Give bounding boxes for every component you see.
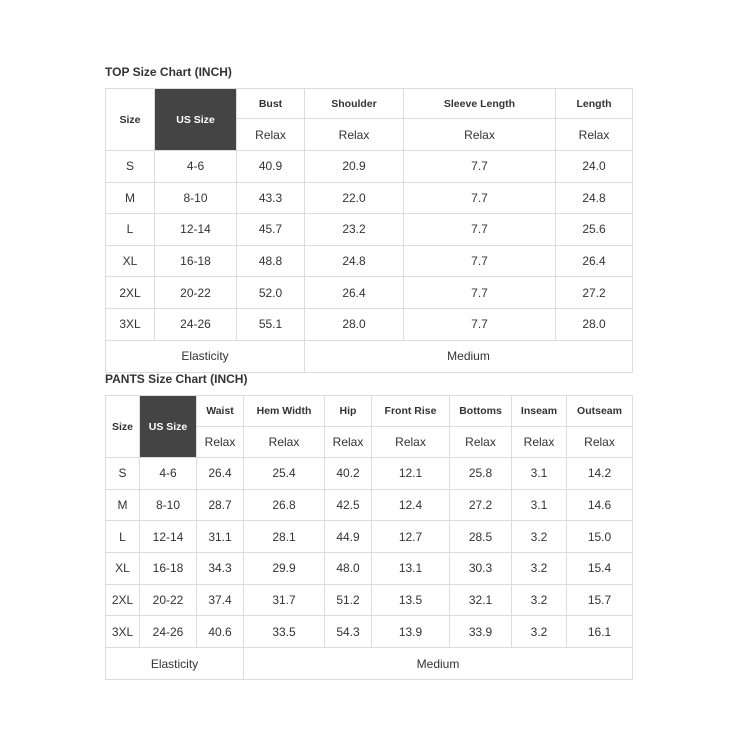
measurement-cell: 31.7 [244, 584, 325, 616]
header-shoulder: Shoulder [305, 89, 404, 119]
header-bust: Bust [237, 89, 305, 119]
size-cell: M [106, 489, 140, 521]
measurement-cell: 14.6 [567, 489, 633, 521]
measurement-cell: 24.8 [305, 245, 404, 277]
measurement-cell: 48.8 [237, 245, 305, 277]
size-cell: S [106, 458, 140, 490]
header-bottoms: Bottoms [450, 396, 512, 427]
measurement-cell: 52.0 [237, 277, 305, 309]
measurement-cell: 3.2 [512, 584, 567, 616]
top-size-table [105, 88, 633, 373]
pants-size-table [105, 395, 633, 680]
measurement-cell: 3.2 [512, 521, 567, 553]
measurement-cell: 48.0 [325, 553, 372, 585]
measurement-cell: 28.0 [305, 308, 404, 340]
measurement-cell: 3.1 [512, 458, 567, 490]
measurement-cell: 55.1 [237, 308, 305, 340]
us-size-cell: 16-18 [140, 553, 197, 585]
header-inseam: Inseam [512, 396, 567, 427]
table-row [106, 521, 633, 553]
subheader-relax: Relax [197, 427, 244, 458]
measurement-cell: 26.8 [244, 489, 325, 521]
size-cell: S [106, 151, 155, 183]
us-size-cell: 24-26 [155, 308, 237, 340]
measurement-cell: 20.9 [305, 151, 404, 183]
header-size: Size [106, 89, 155, 151]
header-sleeve-length: Sleeve Length [404, 89, 556, 119]
header-hem-width: Hem Width [244, 396, 325, 427]
top-size-chart-title: TOP Size Chart (INCH) [105, 65, 232, 79]
table-row [106, 458, 633, 490]
subheader-relax: Relax [305, 119, 404, 151]
measurement-cell: 28.1 [244, 521, 325, 553]
measurement-cell: 15.0 [567, 521, 633, 553]
table-row [106, 277, 633, 309]
measurement-cell: 40.9 [237, 151, 305, 183]
size-cell: 2XL [106, 584, 140, 616]
us-size-cell: 20-22 [155, 277, 237, 309]
size-cell: XL [106, 245, 155, 277]
size-cell: 3XL [106, 616, 140, 648]
measurement-cell: 3.1 [512, 489, 567, 521]
measurement-cell: 7.7 [404, 245, 556, 277]
elasticity-value: Medium [305, 340, 633, 372]
measurement-cell: 26.4 [305, 277, 404, 309]
us-size-cell: 20-22 [140, 584, 197, 616]
measurement-cell: 15.4 [567, 553, 633, 585]
header-us-size: US Size [140, 396, 197, 458]
measurement-cell: 40.2 [325, 458, 372, 490]
us-size-cell: 8-10 [140, 489, 197, 521]
header-size: Size [106, 396, 140, 458]
subheader-relax: Relax [567, 427, 633, 458]
table-row [106, 489, 633, 521]
us-size-cell: 4-6 [140, 458, 197, 490]
table-row [106, 584, 633, 616]
measurement-cell: 26.4 [197, 458, 244, 490]
us-size-cell: 24-26 [140, 616, 197, 648]
size-cell: L [106, 214, 155, 246]
elasticity-value: Medium [244, 648, 633, 680]
measurement-cell: 7.7 [404, 151, 556, 183]
measurement-cell: 15.7 [567, 584, 633, 616]
table-row [106, 308, 633, 340]
measurement-cell: 51.2 [325, 584, 372, 616]
measurement-cell: 37.4 [197, 584, 244, 616]
measurement-cell: 3.2 [512, 553, 567, 585]
measurement-cell: 25.6 [556, 214, 633, 246]
measurement-cell: 40.6 [197, 616, 244, 648]
measurement-cell: 45.7 [237, 214, 305, 246]
subheader-relax: Relax [512, 427, 567, 458]
measurement-cell: 12.1 [372, 458, 450, 490]
measurement-cell: 7.7 [404, 277, 556, 309]
subheader-relax: Relax [325, 427, 372, 458]
measurement-cell: 23.2 [305, 214, 404, 246]
header-us-size: US Size [155, 89, 237, 151]
measurement-cell: 32.1 [450, 584, 512, 616]
measurement-cell: 54.3 [325, 616, 372, 648]
measurement-cell: 14.2 [567, 458, 633, 490]
subheader-relax: Relax [372, 427, 450, 458]
subheader-relax: Relax [244, 427, 325, 458]
table-row [106, 245, 633, 277]
measurement-cell: 33.5 [244, 616, 325, 648]
measurement-cell: 7.7 [404, 308, 556, 340]
measurement-cell: 28.5 [450, 521, 512, 553]
us-size-cell: 4-6 [155, 151, 237, 183]
measurement-cell: 24.0 [556, 151, 633, 183]
header-front-rise: Front Rise [372, 396, 450, 427]
measurement-cell: 13.5 [372, 584, 450, 616]
measurement-cell: 12.7 [372, 521, 450, 553]
measurement-cell: 13.1 [372, 553, 450, 585]
elasticity-label: Elasticity [106, 340, 305, 372]
size-cell: XL [106, 553, 140, 585]
table-row [106, 553, 633, 585]
measurement-cell: 27.2 [450, 489, 512, 521]
measurement-cell: 13.9 [372, 616, 450, 648]
measurement-cell: 12.4 [372, 489, 450, 521]
measurement-cell: 25.8 [450, 458, 512, 490]
elasticity-label: Elasticity [106, 648, 244, 680]
measurement-cell: 44.9 [325, 521, 372, 553]
header-outseam: Outseam [567, 396, 633, 427]
table-row [106, 616, 633, 648]
subheader-relax: Relax [556, 119, 633, 151]
measurement-cell: 43.3 [237, 182, 305, 214]
header-waist: Waist [197, 396, 244, 427]
size-cell: 2XL [106, 277, 155, 309]
measurement-cell: 16.1 [567, 616, 633, 648]
measurement-cell: 42.5 [325, 489, 372, 521]
subheader-relax: Relax [404, 119, 556, 151]
measurement-cell: 31.1 [197, 521, 244, 553]
measurement-cell: 7.7 [404, 182, 556, 214]
table-row [106, 214, 633, 246]
table-row [106, 151, 633, 183]
subheader-relax: Relax [450, 427, 512, 458]
measurement-cell: 29.9 [244, 553, 325, 585]
measurement-cell: 24.8 [556, 182, 633, 214]
measurement-cell: 33.9 [450, 616, 512, 648]
measurement-cell: 25.4 [244, 458, 325, 490]
measurement-cell: 28.0 [556, 308, 633, 340]
measurement-cell: 22.0 [305, 182, 404, 214]
subheader-relax: Relax [237, 119, 305, 151]
measurement-cell: 27.2 [556, 277, 633, 309]
us-size-cell: 12-14 [155, 214, 237, 246]
measurement-cell: 30.3 [450, 553, 512, 585]
measurement-cell: 26.4 [556, 245, 633, 277]
measurement-cell: 3.2 [512, 616, 567, 648]
pants-size-chart-title: PANTS Size Chart (INCH) [105, 372, 248, 386]
us-size-cell: 12-14 [140, 521, 197, 553]
size-cell: L [106, 521, 140, 553]
header-hip: Hip [325, 396, 372, 427]
header-length: Length [556, 89, 633, 119]
us-size-cell: 16-18 [155, 245, 237, 277]
size-cell: 3XL [106, 308, 155, 340]
measurement-cell: 34.3 [197, 553, 244, 585]
table-row [106, 182, 633, 214]
measurement-cell: 7.7 [404, 214, 556, 246]
us-size-cell: 8-10 [155, 182, 237, 214]
size-cell: M [106, 182, 155, 214]
measurement-cell: 28.7 [197, 489, 244, 521]
